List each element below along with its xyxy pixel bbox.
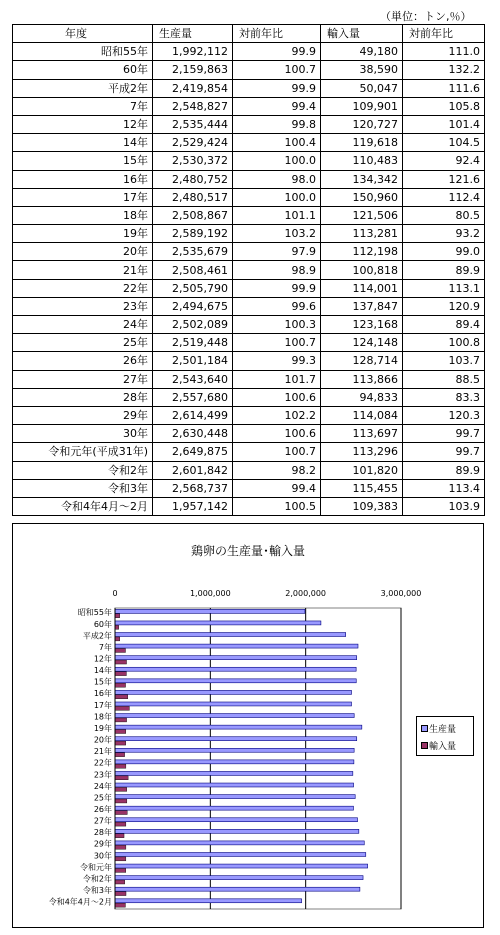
cell-year: 令和2年 (13, 461, 153, 479)
cell-year: 15年 (13, 152, 153, 170)
bar-import (115, 880, 125, 884)
cell-production: 2,557,680 (153, 388, 233, 406)
category-label: 22年 (93, 758, 112, 768)
legend-swatch-import (421, 742, 428, 749)
cell-year: 27年 (13, 370, 153, 388)
cell-production-ratio: 99.9 (233, 279, 321, 297)
chart-plot (13, 524, 483, 927)
bar-production (115, 737, 357, 741)
cell-import: 109,901 (321, 97, 403, 115)
cell-import: 113,296 (321, 443, 403, 461)
cell-import-ratio: 80.5 (403, 206, 485, 224)
cell-import: 38,590 (321, 61, 403, 79)
bar-import (115, 695, 128, 699)
cell-import: 50,047 (321, 79, 403, 97)
header-year: 年度 (13, 25, 153, 43)
table-row (13, 97, 485, 115)
bar-import (115, 672, 126, 676)
table-row (13, 225, 485, 243)
cell-production-ratio: 100.7 (233, 443, 321, 461)
bar-import (115, 822, 126, 826)
cell-import-ratio: 120.9 (403, 297, 485, 315)
cell-production-ratio: 100.6 (233, 388, 321, 406)
cell-year: 令和4年4月～2月 (13, 497, 153, 515)
cell-import: 113,281 (321, 225, 403, 243)
legend-label-production: 生産量 (429, 725, 457, 735)
table-row (13, 243, 485, 261)
table-row (13, 61, 485, 79)
table-row (13, 79, 485, 97)
category-label: 25年 (93, 793, 112, 803)
cell-import-ratio: 92.4 (403, 152, 485, 170)
cell-year: 令和3年 (13, 479, 153, 497)
header-import: 輸入量 (321, 25, 403, 43)
category-label: 14年 (93, 666, 112, 676)
chart-title: 鶏卵の生産量･輸入量 (190, 544, 305, 558)
header-import-ratio: 対前年比 (403, 25, 485, 43)
cell-production-ratio: 99.3 (233, 352, 321, 370)
bar-production (115, 806, 353, 810)
cell-year: 21年 (13, 261, 153, 279)
cell-production-ratio: 98.0 (233, 170, 321, 188)
header-production-ratio: 対前年比 (233, 25, 321, 43)
cell-production: 2,614,499 (153, 406, 233, 424)
bar-import (115, 845, 126, 849)
cell-year: 23年 (13, 297, 153, 315)
cell-year: 20年 (13, 243, 153, 261)
category-label: 27年 (93, 816, 112, 826)
cell-production-ratio: 98.9 (233, 261, 321, 279)
bar-production (115, 864, 368, 868)
table-row (13, 388, 485, 406)
x-tick-label: 1,000,000 (189, 589, 231, 598)
table-row (13, 479, 485, 497)
cell-year: 17年 (13, 188, 153, 206)
cell-production-ratio: 101.1 (233, 206, 321, 224)
cell-year: 25年 (13, 334, 153, 352)
cell-production-ratio: 99.4 (233, 97, 321, 115)
bar-production (115, 771, 353, 775)
cell-production-ratio: 99.6 (233, 297, 321, 315)
bar-production (115, 899, 302, 903)
legend-item-import (421, 739, 456, 752)
table-row (13, 297, 485, 315)
cell-import: 100,818 (321, 261, 403, 279)
bar-import (115, 776, 128, 780)
bar-production (115, 667, 356, 671)
cell-production: 2,543,640 (153, 370, 233, 388)
cell-year: 18年 (13, 206, 153, 224)
bar-import (115, 811, 127, 815)
bar-import (115, 892, 126, 896)
unit-label: （単位：トン,％） (380, 10, 472, 23)
category-label: 26年 (93, 804, 112, 814)
cell-production-ratio: 97.9 (233, 243, 321, 261)
category-label: 12年 (93, 654, 112, 664)
cell-production: 2,535,444 (153, 115, 233, 133)
table-row (13, 206, 485, 224)
bar-import (115, 857, 126, 861)
cell-import: 119,618 (321, 134, 403, 152)
cell-year: 22年 (13, 279, 153, 297)
cell-production: 2,494,675 (153, 297, 233, 315)
category-label: 24年 (93, 781, 112, 791)
cell-production: 2,630,448 (153, 425, 233, 443)
cell-import: 112,198 (321, 243, 403, 261)
category-label: 28年 (93, 828, 112, 838)
bar-production (115, 818, 357, 822)
bar-import (115, 625, 119, 629)
table-header-row (13, 25, 485, 43)
category-label: 15年 (93, 677, 112, 687)
bar-import (115, 834, 124, 838)
category-label: 16年 (93, 689, 112, 699)
cell-production-ratio: 100.6 (233, 425, 321, 443)
bar-production (115, 853, 366, 857)
bar-import (115, 718, 127, 722)
cell-import-ratio: 112.4 (403, 188, 485, 206)
cell-import-ratio: 93.2 (403, 225, 485, 243)
bar-import (115, 799, 127, 803)
x-tick-label: 2,000,000 (285, 589, 327, 598)
bar-import (115, 660, 127, 664)
cell-production-ratio: 100.0 (233, 152, 321, 170)
cell-import-ratio: 111.6 (403, 79, 485, 97)
bar-import (115, 764, 126, 768)
bar-production (115, 644, 358, 648)
table-row (13, 115, 485, 133)
bar-production (115, 829, 359, 833)
cell-production: 2,508,461 (153, 261, 233, 279)
bar-import (115, 637, 120, 641)
bar-production (115, 760, 354, 764)
bar-production (115, 621, 321, 625)
table-row (13, 188, 485, 206)
cell-production-ratio: 102.2 (233, 406, 321, 424)
cell-production-ratio: 101.7 (233, 370, 321, 388)
cell-import-ratio: 104.5 (403, 134, 485, 152)
cell-import: 113,866 (321, 370, 403, 388)
cell-year: 7年 (13, 97, 153, 115)
cell-production-ratio: 100.4 (233, 134, 321, 152)
legend-item-production (421, 722, 456, 735)
bar-production (115, 690, 351, 694)
bar-import (115, 868, 126, 872)
cell-production: 2,649,875 (153, 443, 233, 461)
table-row (13, 425, 485, 443)
bar-import (115, 614, 120, 618)
table-row (13, 261, 485, 279)
table-row (13, 443, 485, 461)
table-row (13, 134, 485, 152)
bar-production (115, 841, 364, 845)
cell-import-ratio: 99.7 (403, 425, 485, 443)
cell-production: 2,480,517 (153, 188, 233, 206)
cell-import: 113,697 (321, 425, 403, 443)
category-label: 平成2年 (82, 631, 112, 641)
cell-import: 124,148 (321, 334, 403, 352)
cell-year: 28年 (13, 388, 153, 406)
cell-production: 2,505,790 (153, 279, 233, 297)
bar-import (115, 649, 125, 653)
category-label: 17年 (93, 700, 112, 710)
category-label: 18年 (93, 712, 112, 722)
cell-import: 94,833 (321, 388, 403, 406)
chart-legend (416, 716, 474, 756)
cell-import: 110,483 (321, 152, 403, 170)
cell-production: 2,589,192 (153, 225, 233, 243)
table-row (13, 406, 485, 424)
cell-import-ratio: 89.9 (403, 461, 485, 479)
cell-year: 12年 (13, 115, 153, 133)
x-tick-label: 3,000,000 (380, 589, 422, 598)
bar-production (115, 633, 346, 637)
header-production: 生産量 (153, 25, 233, 43)
cell-import: 101,820 (321, 461, 403, 479)
bar-production (115, 609, 305, 613)
cell-import: 114,084 (321, 406, 403, 424)
category-label: 60年 (93, 619, 112, 629)
cell-year: 29年 (13, 406, 153, 424)
cell-import-ratio: 113.4 (403, 479, 485, 497)
cell-import: 49,180 (321, 43, 403, 61)
cell-year: 令和元年(平成31年) (13, 443, 153, 461)
cell-production-ratio: 98.2 (233, 461, 321, 479)
cell-import: 115,455 (321, 479, 403, 497)
cell-production: 2,508,867 (153, 206, 233, 224)
bar-production (115, 783, 354, 787)
bar-import (115, 683, 126, 687)
cell-import: 128,714 (321, 352, 403, 370)
cell-production-ratio: 103.2 (233, 225, 321, 243)
category-label: 23年 (93, 770, 112, 780)
bar-import (115, 706, 129, 710)
table-row (13, 461, 485, 479)
cell-import-ratio: 99.7 (403, 443, 485, 461)
cell-year: 26年 (13, 352, 153, 370)
cell-production-ratio: 100.5 (233, 497, 321, 515)
cell-import: 123,168 (321, 316, 403, 334)
cell-production-ratio: 99.9 (233, 43, 321, 61)
cell-year: 平成2年 (13, 79, 153, 97)
category-label: 21年 (93, 747, 112, 757)
category-label: 令和4年4月～2月 (48, 897, 112, 907)
cell-production: 2,535,679 (153, 243, 233, 261)
category-label: 昭和55年 (77, 608, 112, 618)
bar-production (115, 679, 356, 683)
cell-production: 2,502,089 (153, 316, 233, 334)
bar-production (115, 795, 355, 799)
bar-import (115, 787, 127, 791)
table-body (13, 43, 485, 516)
bar-import (115, 730, 126, 734)
bar-production (115, 714, 354, 718)
cell-production-ratio: 100.0 (233, 188, 321, 206)
cell-import-ratio: 113.1 (403, 279, 485, 297)
cell-production: 2,530,372 (153, 152, 233, 170)
cell-production: 1,992,112 (153, 43, 233, 61)
table-row (13, 334, 485, 352)
cell-production: 2,419,854 (153, 79, 233, 97)
cell-import-ratio: 89.4 (403, 316, 485, 334)
cell-year: 昭和55年 (13, 43, 153, 61)
cell-production-ratio: 99.4 (233, 479, 321, 497)
category-label: 19年 (93, 723, 112, 733)
cell-production: 1,957,142 (153, 497, 233, 515)
cell-import-ratio: 105.8 (403, 97, 485, 115)
bar-import (115, 753, 125, 757)
cell-production: 2,601,842 (153, 461, 233, 479)
cell-production: 2,159,863 (153, 61, 233, 79)
data-table (12, 24, 485, 516)
x-tick-label: 0 (112, 589, 118, 598)
bar-import (115, 741, 126, 745)
category-label: 30年 (93, 851, 112, 861)
category-label: 令和3年 (82, 886, 112, 896)
cell-year: 30年 (13, 425, 153, 443)
cell-import-ratio: 132.2 (403, 61, 485, 79)
legend-label-import: 輸入量 (429, 742, 457, 752)
cell-production: 2,501,184 (153, 352, 233, 370)
cell-import-ratio: 99.0 (403, 243, 485, 261)
bar-production (115, 725, 362, 729)
cell-production: 2,480,752 (153, 170, 233, 188)
cell-import-ratio: 111.0 (403, 43, 485, 61)
cell-import: 120,727 (321, 115, 403, 133)
bar-production (115, 876, 363, 880)
cell-production-ratio: 99.8 (233, 115, 321, 133)
cell-production-ratio: 100.3 (233, 316, 321, 334)
cell-import-ratio: 88.5 (403, 370, 485, 388)
cell-year: 14年 (13, 134, 153, 152)
cell-year: 60年 (13, 61, 153, 79)
bar-production (115, 887, 360, 891)
legend-swatch-production (421, 725, 428, 732)
cell-import-ratio: 89.9 (403, 261, 485, 279)
cell-year: 16年 (13, 170, 153, 188)
cell-import: 121,506 (321, 206, 403, 224)
table-row (13, 352, 485, 370)
cell-production-ratio: 100.7 (233, 61, 321, 79)
table-row (13, 43, 485, 61)
table-row (13, 497, 485, 515)
cell-production: 2,568,737 (153, 479, 233, 497)
bar-production (115, 748, 354, 752)
cell-year: 24年 (13, 316, 153, 334)
table-row (13, 370, 485, 388)
cell-import: 109,383 (321, 497, 403, 515)
bar-production (115, 702, 351, 706)
cell-import: 137,847 (321, 297, 403, 315)
cell-production: 2,529,424 (153, 134, 233, 152)
bar-production (115, 656, 357, 660)
table-row (13, 170, 485, 188)
cell-import-ratio: 101.4 (403, 115, 485, 133)
cell-production: 2,548,827 (153, 97, 233, 115)
cell-import: 150,960 (321, 188, 403, 206)
cell-import-ratio: 120.3 (403, 406, 485, 424)
cell-import-ratio: 103.9 (403, 497, 485, 515)
category-label: 20年 (93, 735, 112, 745)
table-row (13, 279, 485, 297)
table-row (13, 316, 485, 334)
category-label: 令和2年 (82, 874, 112, 884)
cell-import: 134,342 (321, 170, 403, 188)
cell-import-ratio: 100.8 (403, 334, 485, 352)
table-row (13, 152, 485, 170)
cell-import-ratio: 83.3 (403, 388, 485, 406)
chart-container (12, 523, 484, 928)
cell-import: 114,001 (321, 279, 403, 297)
cell-production-ratio: 100.7 (233, 334, 321, 352)
cell-production: 2,519,448 (153, 334, 233, 352)
bar-import (115, 903, 125, 907)
cell-import-ratio: 121.6 (403, 170, 485, 188)
category-label: 7年 (98, 642, 112, 652)
category-label: 29年 (93, 839, 112, 849)
cell-production-ratio: 99.9 (233, 79, 321, 97)
cell-import-ratio: 103.7 (403, 352, 485, 370)
category-label: 令和元年 (80, 862, 112, 872)
cell-year: 19年 (13, 225, 153, 243)
